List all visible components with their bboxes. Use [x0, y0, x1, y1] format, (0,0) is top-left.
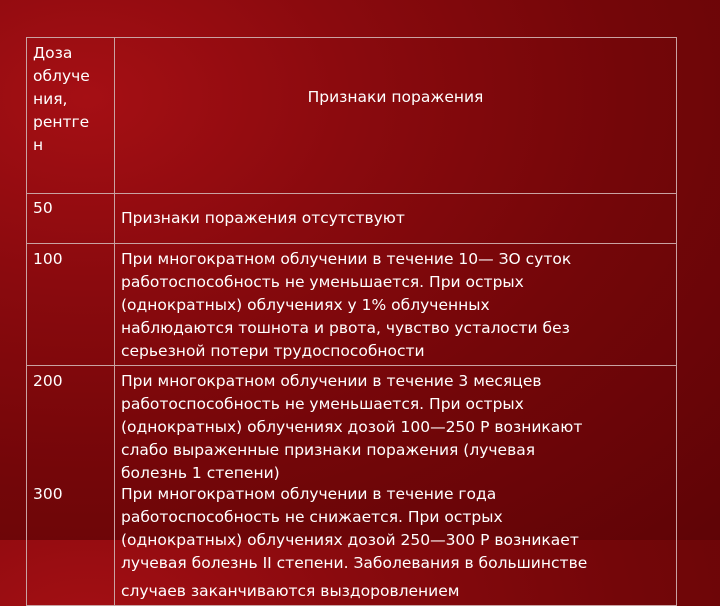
- signs-cell: [115, 366, 677, 606]
- signs-cell: Признаки поражения отсутствуют: [115, 194, 677, 244]
- dose-cell: 100: [27, 244, 115, 366]
- dose-cell: 50: [27, 194, 115, 244]
- header-signs-cell: Признаки поражения: [115, 38, 677, 194]
- header-dose-cell: [27, 38, 115, 194]
- signs-cell: [115, 244, 677, 366]
- signs-line: наблюдаются тошнота и рвота, чувство усталости без: [121, 319, 570, 337]
- dose-cell: [27, 366, 115, 606]
- header-dose-line: рентге: [33, 113, 90, 131]
- signs-line: лучевая болезнь II степени. Заболевания в большинстве: [121, 554, 588, 572]
- table-row: [27, 244, 677, 366]
- signs-line: случаев заканчиваются выздоровлением: [121, 582, 460, 600]
- signs-line: работоспособность не снижается. При острых: [121, 508, 503, 526]
- signs-line: серьезной потери трудоспособности: [121, 342, 425, 360]
- header-dose-line: ния,: [33, 90, 68, 108]
- dose-value: 300: [33, 485, 63, 503]
- header-dose-line: н: [33, 136, 44, 154]
- signs-line: болезнь 1 степени): [121, 464, 280, 482]
- table-row: [27, 366, 677, 606]
- signs-line: При многократном облучении в течение года: [121, 485, 497, 503]
- signs-line: работоспособность не уменьшается. При острых: [121, 273, 524, 291]
- header-dose-line: Доза: [33, 44, 73, 62]
- radiation-dose-table: [26, 37, 677, 606]
- signs-line: (однократных) облучениях у 1% облученных: [121, 296, 490, 314]
- signs-line: При многократном облучении в течение 10— ЗО суток: [121, 250, 572, 268]
- signs-block: [121, 370, 670, 483]
- signs-line: слабо выраженные признаки поражения (лучевая: [121, 441, 536, 459]
- signs-line: работоспособность не уменьшается. При острых: [121, 395, 524, 413]
- dose-value: 200: [33, 372, 63, 390]
- header-dose-line: облуче: [33, 67, 90, 85]
- table-header-row: [27, 38, 677, 194]
- signs-line: (однократных) облучениях дозой 100—250 Р возникают: [121, 418, 583, 436]
- table-row: [27, 194, 677, 244]
- signs-line: (однократных) облучениях дозой 250—300 Р возникает: [121, 531, 579, 549]
- signs-line: При многократном облучении в течение 3 месяцев: [121, 372, 542, 390]
